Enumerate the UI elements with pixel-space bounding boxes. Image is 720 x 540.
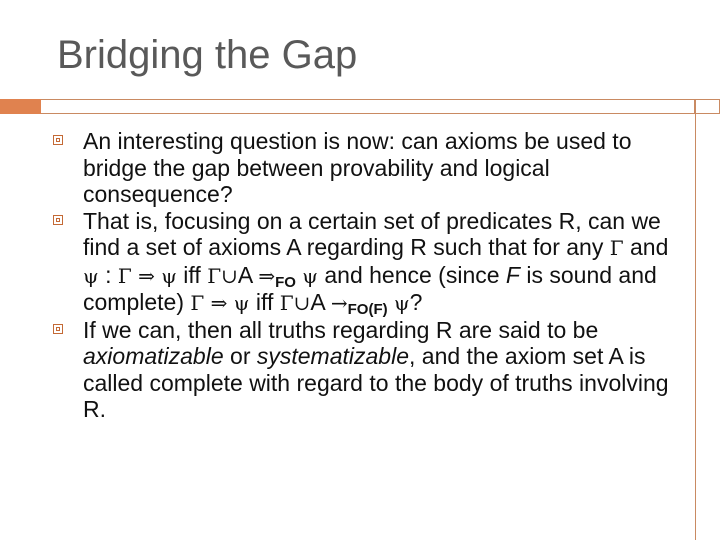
bullet-list [53,128,683,423]
slide-title: Bridging the Gap [57,33,358,77]
bullet-item-2 [53,208,683,317]
square-bullet-icon [53,324,63,334]
title-rule-end [695,99,720,114]
square-bullet-icon [53,135,63,145]
bullet-text-3: If we can, then all truths regarding R are said to be axiomatizable or systematizable, and the axiom set A is called complete with regard to the body of truths involving R. [83,316,669,422]
right-border-line [695,114,696,540]
bullet-text-1: An interesting question is now: can axioms be used to bridge the gap between provability and logical consequence? [83,128,632,207]
title-rule-accent [0,99,41,114]
bullet-item-1 [53,128,683,208]
title-rule [41,99,695,114]
bullet-item-3 [53,317,683,423]
bullet-text-2: That is, focusing on a certain set of predicates R, can we find a set of axioms A regarding R such that for any Γ and ψ : Γ ⇒ ψ iff Γ∪A $\Rightarrow_{FO}$ ψ and hence (since F is sound and complete) Γ ⇒ ψ iff Γ∪A $\to_{FO(F)}$ ψ? [83,207,669,318]
square-bullet-icon [53,215,63,225]
